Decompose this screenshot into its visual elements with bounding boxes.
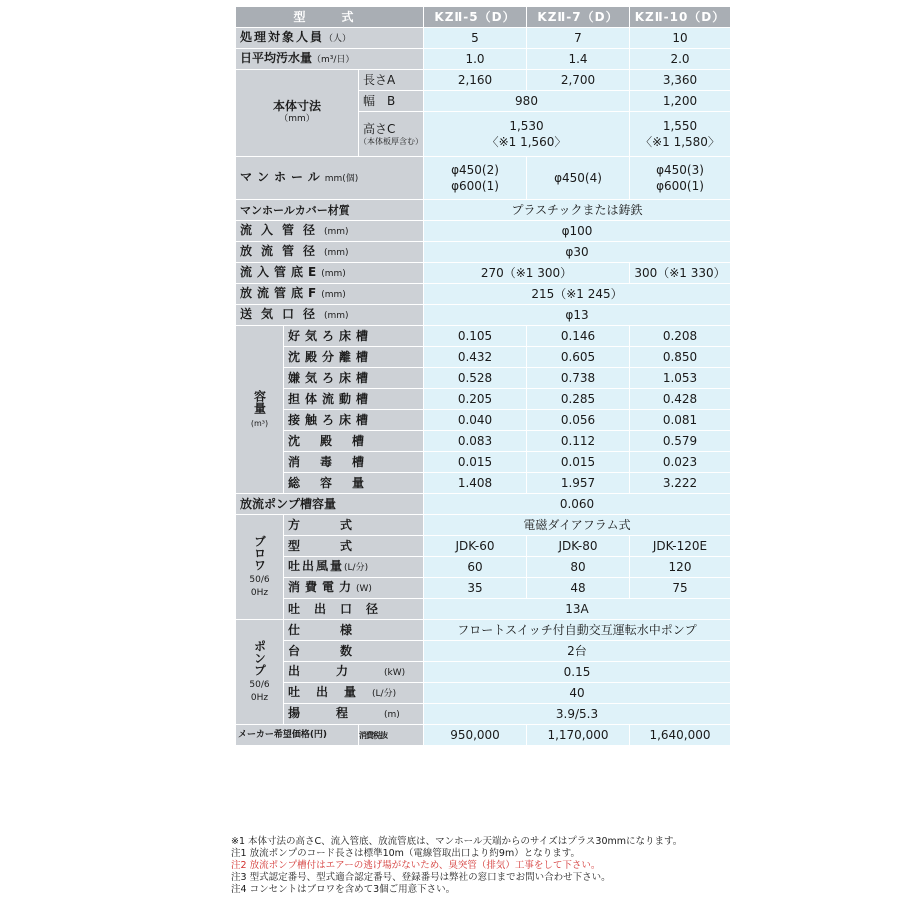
price-label: メーカー希望価格(円)	[236, 725, 359, 746]
row-blower-airflow	[236, 557, 731, 578]
row-pump-discharge	[236, 683, 731, 704]
blower-airflow-kz10: 120	[630, 557, 731, 578]
inlet-value: φ100	[424, 221, 731, 242]
cap-2-kz5: 0.528	[424, 368, 527, 389]
row-persons	[236, 28, 731, 49]
row-pump-count	[236, 641, 731, 662]
blower-airflow-unit: (L/分)	[344, 562, 369, 573]
manhole-kz5-a: φ450(2)	[451, 163, 499, 177]
manhole-kz5-b: φ600(1)	[451, 179, 499, 193]
outlet-bottom-unit: (mm)	[321, 289, 346, 300]
model-kz5: KZⅡ-5（D）	[424, 7, 527, 28]
row-price	[236, 725, 731, 746]
length-kz5: 2,160	[424, 70, 527, 91]
row-blower-power	[236, 578, 731, 599]
row-cap-5	[236, 431, 731, 452]
persons-kz10: 10	[630, 28, 731, 49]
pump-head-label: 揚程	[288, 705, 385, 720]
note-1: ※1 本体寸法の高さC、流入管底、放流管底は、マンホール天端からのサイズはプラス30mmになります。	[231, 836, 683, 847]
row-blower-model	[236, 536, 731, 557]
inlet-bottom-unit: (mm)	[321, 268, 346, 279]
cap-label-5: 沈殿槽	[284, 431, 424, 452]
height-kz5-kz7-note: 〈※1 1,560〉	[486, 135, 567, 149]
outlet-bottom-label: 放流管底F	[240, 285, 322, 300]
pump-discharge-unit: (L/分)	[372, 688, 397, 699]
blower-power-kz5: 35	[424, 578, 527, 599]
blower-power-unit: (W)	[356, 583, 372, 594]
width-kz5-kz7: 980	[424, 91, 630, 112]
dims-unit: （mm）	[279, 114, 315, 124]
cap-6-kz5: 0.015	[424, 452, 527, 473]
height-kz10-note: 〈※1 1,580〉	[640, 135, 720, 149]
row-outlet	[236, 242, 731, 263]
row-daily	[236, 49, 731, 70]
row-pump-head	[236, 704, 731, 725]
blower-power-kz7: 48	[527, 578, 630, 599]
cap-7-kz10: 3.222	[630, 473, 731, 494]
note-5: 注4 コンセントはブロワを含めて3個ご用意下さい。	[231, 884, 456, 895]
price-kz10: 1,640,000	[630, 725, 731, 746]
pump-count-label: 台数	[284, 641, 424, 662]
daily-label: 日平均汚水量	[240, 50, 313, 65]
blower-port-label: 吐出口径	[284, 599, 424, 620]
cap-7-kz5: 1.408	[424, 473, 527, 494]
row-cap-2	[236, 368, 731, 389]
cap-7-kz7: 1.957	[527, 473, 630, 494]
pump-discharge-value: 40	[424, 683, 731, 704]
persons-kz5: 5	[424, 28, 527, 49]
row-cap-4	[236, 410, 731, 431]
row-pump-tank	[236, 494, 731, 515]
dims-group-label: 本体寸法	[272, 99, 321, 113]
row-outlet-bottom	[236, 284, 731, 305]
cap-4-kz7: 0.056	[527, 410, 630, 431]
pump-output-value: 0.15	[424, 662, 731, 683]
outlet-bottom-value: 215（※1 245）	[424, 284, 731, 305]
outlet-value: φ30	[424, 242, 731, 263]
note-4: 注3 型式認定番号、型式適合認定番号、登録番号は弊社の窓口までお問い合わせ下さい。	[231, 872, 611, 883]
cap-4-kz5: 0.040	[424, 410, 527, 431]
width-label: 幅 B	[359, 91, 424, 112]
row-blower-method	[236, 515, 731, 536]
cap-3-kz7: 0.285	[527, 389, 630, 410]
price-kz5: 950,000	[424, 725, 527, 746]
cap-3-kz10: 0.428	[630, 389, 731, 410]
row-cap-7	[236, 473, 731, 494]
cap-label-7: 総容量	[284, 473, 424, 494]
row-inlet-bottom	[236, 263, 731, 284]
cap-label-2: 嫌気ろ床槽	[284, 368, 424, 389]
row-air	[236, 305, 731, 326]
header-title: 型 式	[236, 7, 424, 28]
cover-value: プラスチックまたは鋳鉄	[424, 200, 731, 221]
pump-spec-value: フロートスイッチ付自動交互運転水中ポンプ	[424, 620, 731, 641]
blower-airflow-label: 吐出風量	[288, 558, 345, 573]
pump-hz: 50/60Hz	[249, 679, 270, 703]
inlet-bottom-kz5-kz7: 270（※1 300）	[424, 263, 630, 284]
cap-6-kz7: 0.015	[527, 452, 630, 473]
daily-unit: （m³/日）	[312, 54, 355, 65]
blower-airflow-kz7: 80	[527, 557, 630, 578]
height-kz10: 1,550	[662, 119, 698, 133]
blower-model-label: 型式	[284, 536, 424, 557]
inlet-unit: (mm)	[324, 226, 349, 237]
cap-1-kz10: 0.850	[630, 347, 731, 368]
capacity-unit: (m³)	[250, 418, 269, 428]
pump-head-unit: (m)	[384, 709, 400, 720]
air-value: φ13	[424, 305, 731, 326]
cap-2-kz7: 0.738	[527, 368, 630, 389]
height-label: 高さC	[363, 121, 396, 136]
cap-2-kz10: 1.053	[630, 368, 731, 389]
inlet-label: 流入管径	[240, 222, 325, 237]
capacity-group-label: 容量	[252, 389, 267, 414]
pump-group-label: ポンプ	[252, 639, 267, 676]
cap-1-kz5: 0.432	[424, 347, 527, 368]
manhole-label: マンホール	[240, 169, 325, 184]
length-label: 長さA	[359, 70, 424, 91]
width-kz10: 1,200	[630, 91, 731, 112]
blower-hz: 50/60Hz	[249, 574, 270, 598]
inlet-bottom-label: 流入管底E	[240, 264, 322, 279]
height-kz5-kz7: 1,530	[509, 119, 544, 133]
manhole-unit: mm(個)	[324, 173, 359, 184]
manhole-kz10-a: φ450(3)	[656, 163, 704, 177]
row-blower-port	[236, 599, 731, 620]
manhole-kz7: φ450(4)	[527, 157, 630, 200]
pump-count-value: 2台	[424, 641, 731, 662]
cap-5-kz5: 0.083	[424, 431, 527, 452]
cap-3-kz5: 0.205	[424, 389, 527, 410]
cap-4-kz10: 0.081	[630, 410, 731, 431]
cap-label-4: 接触ろ床槽	[284, 410, 424, 431]
pump-discharge-label: 吐出量	[288, 684, 373, 699]
cap-0-kz7: 0.146	[527, 326, 630, 347]
blower-method-label: 方式	[284, 515, 424, 536]
pump-head-value: 3.9/5.3	[424, 704, 731, 725]
blower-power-kz10: 75	[630, 578, 731, 599]
blower-power-label: 消費電力	[288, 579, 357, 594]
pump-tank-label: 放流ポンプ槽容量	[236, 494, 424, 515]
note-3: 注2 放流ポンプ槽付はエアーの逃げ場がないため、臭突管（排気）工事をして下さい。	[231, 860, 601, 871]
daily-kz7: 1.4	[527, 49, 630, 70]
manhole-kz10-b: φ600(1)	[656, 179, 704, 193]
row-cover	[236, 200, 731, 221]
blower-port-value: 13A	[424, 599, 731, 620]
persons-unit: （人）	[324, 33, 352, 44]
cap-0-kz10: 0.208	[630, 326, 731, 347]
cap-5-kz7: 0.112	[527, 431, 630, 452]
pump-output-label: 出力	[288, 663, 385, 678]
cap-label-0: 好気ろ床槽	[284, 326, 424, 347]
model-kz7: KZⅡ-7（D）	[527, 7, 630, 28]
blower-model-kz7: JDK-80	[527, 536, 630, 557]
header-row	[236, 7, 731, 28]
row-length	[236, 70, 731, 91]
air-label: 送気口径	[240, 306, 325, 321]
row-cap-3	[236, 389, 731, 410]
outlet-label: 放流管径	[240, 243, 325, 258]
row-cap-0	[236, 326, 731, 347]
blower-airflow-kz5: 60	[424, 557, 527, 578]
cap-1-kz7: 0.605	[527, 347, 630, 368]
cap-5-kz10: 0.579	[630, 431, 731, 452]
pump-spec-label: 仕様	[284, 620, 424, 641]
row-pump-output	[236, 662, 731, 683]
cap-label-1: 沈殿分離槽	[284, 347, 424, 368]
blower-model-kz10: JDK-120E	[630, 536, 731, 557]
model-kz10: KZⅡ-10（D）	[630, 7, 731, 28]
cap-label-6: 消毒槽	[284, 452, 424, 473]
air-unit: (mm)	[324, 310, 349, 321]
blower-group-label: ブロワ	[252, 534, 267, 571]
cap-label-3: 担体流動槽	[284, 389, 424, 410]
row-inlet	[236, 221, 731, 242]
price-tax: 消費税抜	[359, 725, 424, 746]
footnotes	[231, 836, 871, 896]
row-pump-spec	[236, 620, 731, 641]
blower-method-value: 電磁ダイアフラム式	[424, 515, 731, 536]
pump-output-unit: (kW)	[384, 667, 406, 678]
length-kz7: 2,700	[527, 70, 630, 91]
length-kz10: 3,360	[630, 70, 731, 91]
spec-table	[235, 6, 731, 746]
outlet-unit: (mm)	[324, 247, 349, 258]
price-kz7: 1,170,000	[527, 725, 630, 746]
cap-0-kz5: 0.105	[424, 326, 527, 347]
row-cap-6	[236, 452, 731, 473]
row-cap-1	[236, 347, 731, 368]
cap-6-kz10: 0.023	[630, 452, 731, 473]
persons-label: 処理対象人員	[240, 29, 325, 44]
height-sub: （本体板厚含む）	[359, 136, 423, 146]
row-manhole	[236, 157, 731, 200]
daily-kz5: 1.0	[424, 49, 527, 70]
blower-model-kz5: JDK-60	[424, 536, 527, 557]
inlet-bottom-kz10: 300（※1 330）	[630, 263, 731, 284]
pump-tank-value: 0.060	[424, 494, 731, 515]
daily-kz10: 2.0	[630, 49, 731, 70]
note-2: 注1 放流ポンプのコード長さは標準10m（電線管取出口より約9m）となります。	[231, 848, 580, 859]
cover-label: マンホールカバー材質	[236, 200, 424, 221]
persons-kz7: 7	[527, 28, 630, 49]
